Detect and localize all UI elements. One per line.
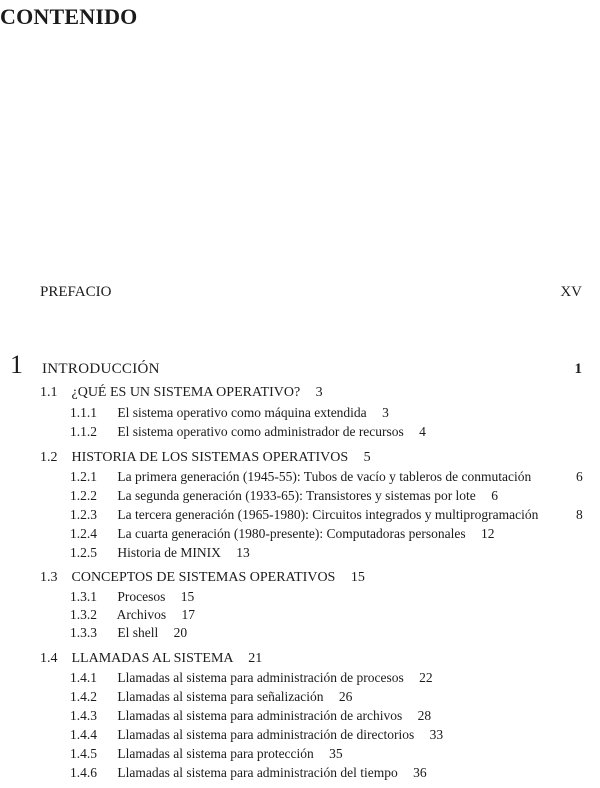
subsection-page: 4 (419, 424, 426, 439)
subsection-title: Archivos (116, 607, 167, 622)
subsection-number: 1.4.6 (70, 765, 97, 780)
subsection-page: 6 (491, 488, 498, 503)
subsection-page: 35 (329, 746, 343, 761)
chapter-number: 1 (10, 350, 23, 379)
subsection-number: 1.2.1 (70, 469, 97, 484)
subsection-title: Llamadas al sistema para protección (117, 746, 314, 761)
subsection-title: El sistema operativo como máquina extendida (117, 405, 367, 420)
subsection-title: Llamadas al sistema para administración de directorios (117, 727, 415, 742)
subsection-title: Llamadas al sistema para administración de procesos (117, 670, 404, 685)
subsection-number: 1.2.5 (70, 545, 97, 560)
toc-chapter-1[interactable] (10, 350, 582, 380)
subsection-title: El sistema operativo como administrador de recursos (117, 424, 404, 439)
toc-section[interactable] (40, 651, 262, 667)
toc-subsection[interactable] (70, 607, 195, 623)
section-page: 3 (315, 385, 323, 400)
subsection-number: 1.4.5 (70, 746, 97, 761)
subsection-number: 1.4.4 (70, 727, 97, 742)
subsection-number: 1.2.2 (70, 488, 97, 503)
subsection-title: Historia de MINIX (117, 545, 221, 560)
subsection-page: 28 (417, 708, 432, 723)
toc-subsection[interactable] (70, 670, 433, 686)
subsection-page: 6 (576, 469, 583, 484)
toc-subsection[interactable] (70, 545, 250, 561)
toc-subsection[interactable] (70, 727, 443, 743)
subsection-page: 36 (413, 765, 427, 780)
toc-subsection[interactable] (70, 507, 583, 523)
toc-entry-prefacio[interactable] (40, 284, 582, 301)
toc-subsection[interactable] (70, 405, 389, 421)
section-title: CONCEPTOS DE SISTEMAS OPERATIVOS (71, 570, 336, 585)
subsection-title: La tercera generación (1965-1980): Circuitos integrados y multiprogramación (117, 507, 539, 522)
section-number: 1.1 (40, 385, 58, 400)
toc-subsection[interactable] (70, 469, 583, 485)
prefacio-page: XV (560, 284, 582, 300)
section-page: 5 (363, 450, 371, 465)
toc-subsection[interactable] (70, 488, 498, 504)
section-page: 15 (350, 570, 365, 585)
subsection-page: 3 (382, 405, 389, 420)
chapter-page: 1 (574, 361, 582, 377)
section-title: LLAMADAS AL SISTEMA (71, 651, 233, 666)
subsection-title: Llamadas al sistema para señalización (117, 689, 324, 704)
subsection-page: 22 (419, 670, 433, 685)
toc-subsection[interactable] (70, 424, 426, 440)
subsection-number: 1.3.2 (70, 607, 97, 622)
subsection-page: 13 (236, 545, 250, 560)
toc-subsection[interactable] (70, 708, 431, 724)
section-title: HISTORIA DE LOS SISTEMAS OPERATIVOS (71, 450, 349, 465)
subsection-page: 12 (480, 526, 495, 541)
page-title: CONTENIDO (0, 4, 138, 29)
subsection-page: 17 (181, 607, 196, 622)
subsection-title: Llamadas al sistema para administración del tiempo (117, 765, 398, 780)
toc-subsection[interactable] (70, 689, 352, 705)
toc-subsection[interactable] (70, 765, 427, 781)
toc-section[interactable] (40, 385, 323, 401)
subsection-title: Llamadas al sistema para administración de archivos (117, 708, 403, 723)
subsection-page: 33 (429, 727, 444, 742)
chapter-title: INTRODUCCIÓN (42, 361, 160, 377)
subsection-title: El shell (117, 625, 159, 640)
subsection-number: 1.2.3 (70, 507, 97, 522)
subsection-number: 1.3.1 (70, 589, 97, 604)
section-number: 1.2 (40, 450, 58, 465)
section-number: 1.3 (40, 570, 58, 585)
toc-subsection[interactable] (70, 526, 494, 542)
subsection-title: Procesos (117, 589, 166, 604)
prefacio-label: PREFACIO (40, 284, 112, 300)
section-title: ¿QUÉ ES UN SISTEMA OPERATIVO? (71, 385, 301, 400)
toc-subsection[interactable] (70, 746, 343, 762)
toc-section[interactable] (40, 450, 371, 466)
subsection-number: 1.4.3 (70, 708, 97, 723)
subsection-page: 26 (338, 689, 353, 704)
toc-subsection[interactable] (70, 589, 194, 605)
toc-subsection[interactable] (70, 625, 187, 641)
subsection-number: 1.2.4 (70, 526, 97, 541)
subsection-number: 1.3.3 (70, 625, 97, 640)
subsection-page: 15 (180, 589, 195, 604)
subsection-number: 1.4.2 (70, 689, 97, 704)
subsection-title: La cuarta generación (1980-presente): Computadoras personales (117, 526, 466, 541)
subsection-number: 1.1.1 (70, 405, 97, 420)
subsection-page: 20 (173, 625, 188, 640)
section-page: 21 (248, 651, 263, 666)
subsection-number: 1.4.1 (70, 670, 97, 685)
subsection-number: 1.1.2 (70, 424, 97, 439)
section-number: 1.4 (40, 651, 58, 666)
subsection-page: 8 (576, 507, 583, 522)
subsection-title: La segunda generación (1933-65): Transistores y sistemas por lote (117, 488, 476, 503)
subsection-title: La primera generación (1945-55): Tubos de vacío y tableros de conmutación (117, 469, 532, 484)
toc-section[interactable] (40, 570, 365, 586)
